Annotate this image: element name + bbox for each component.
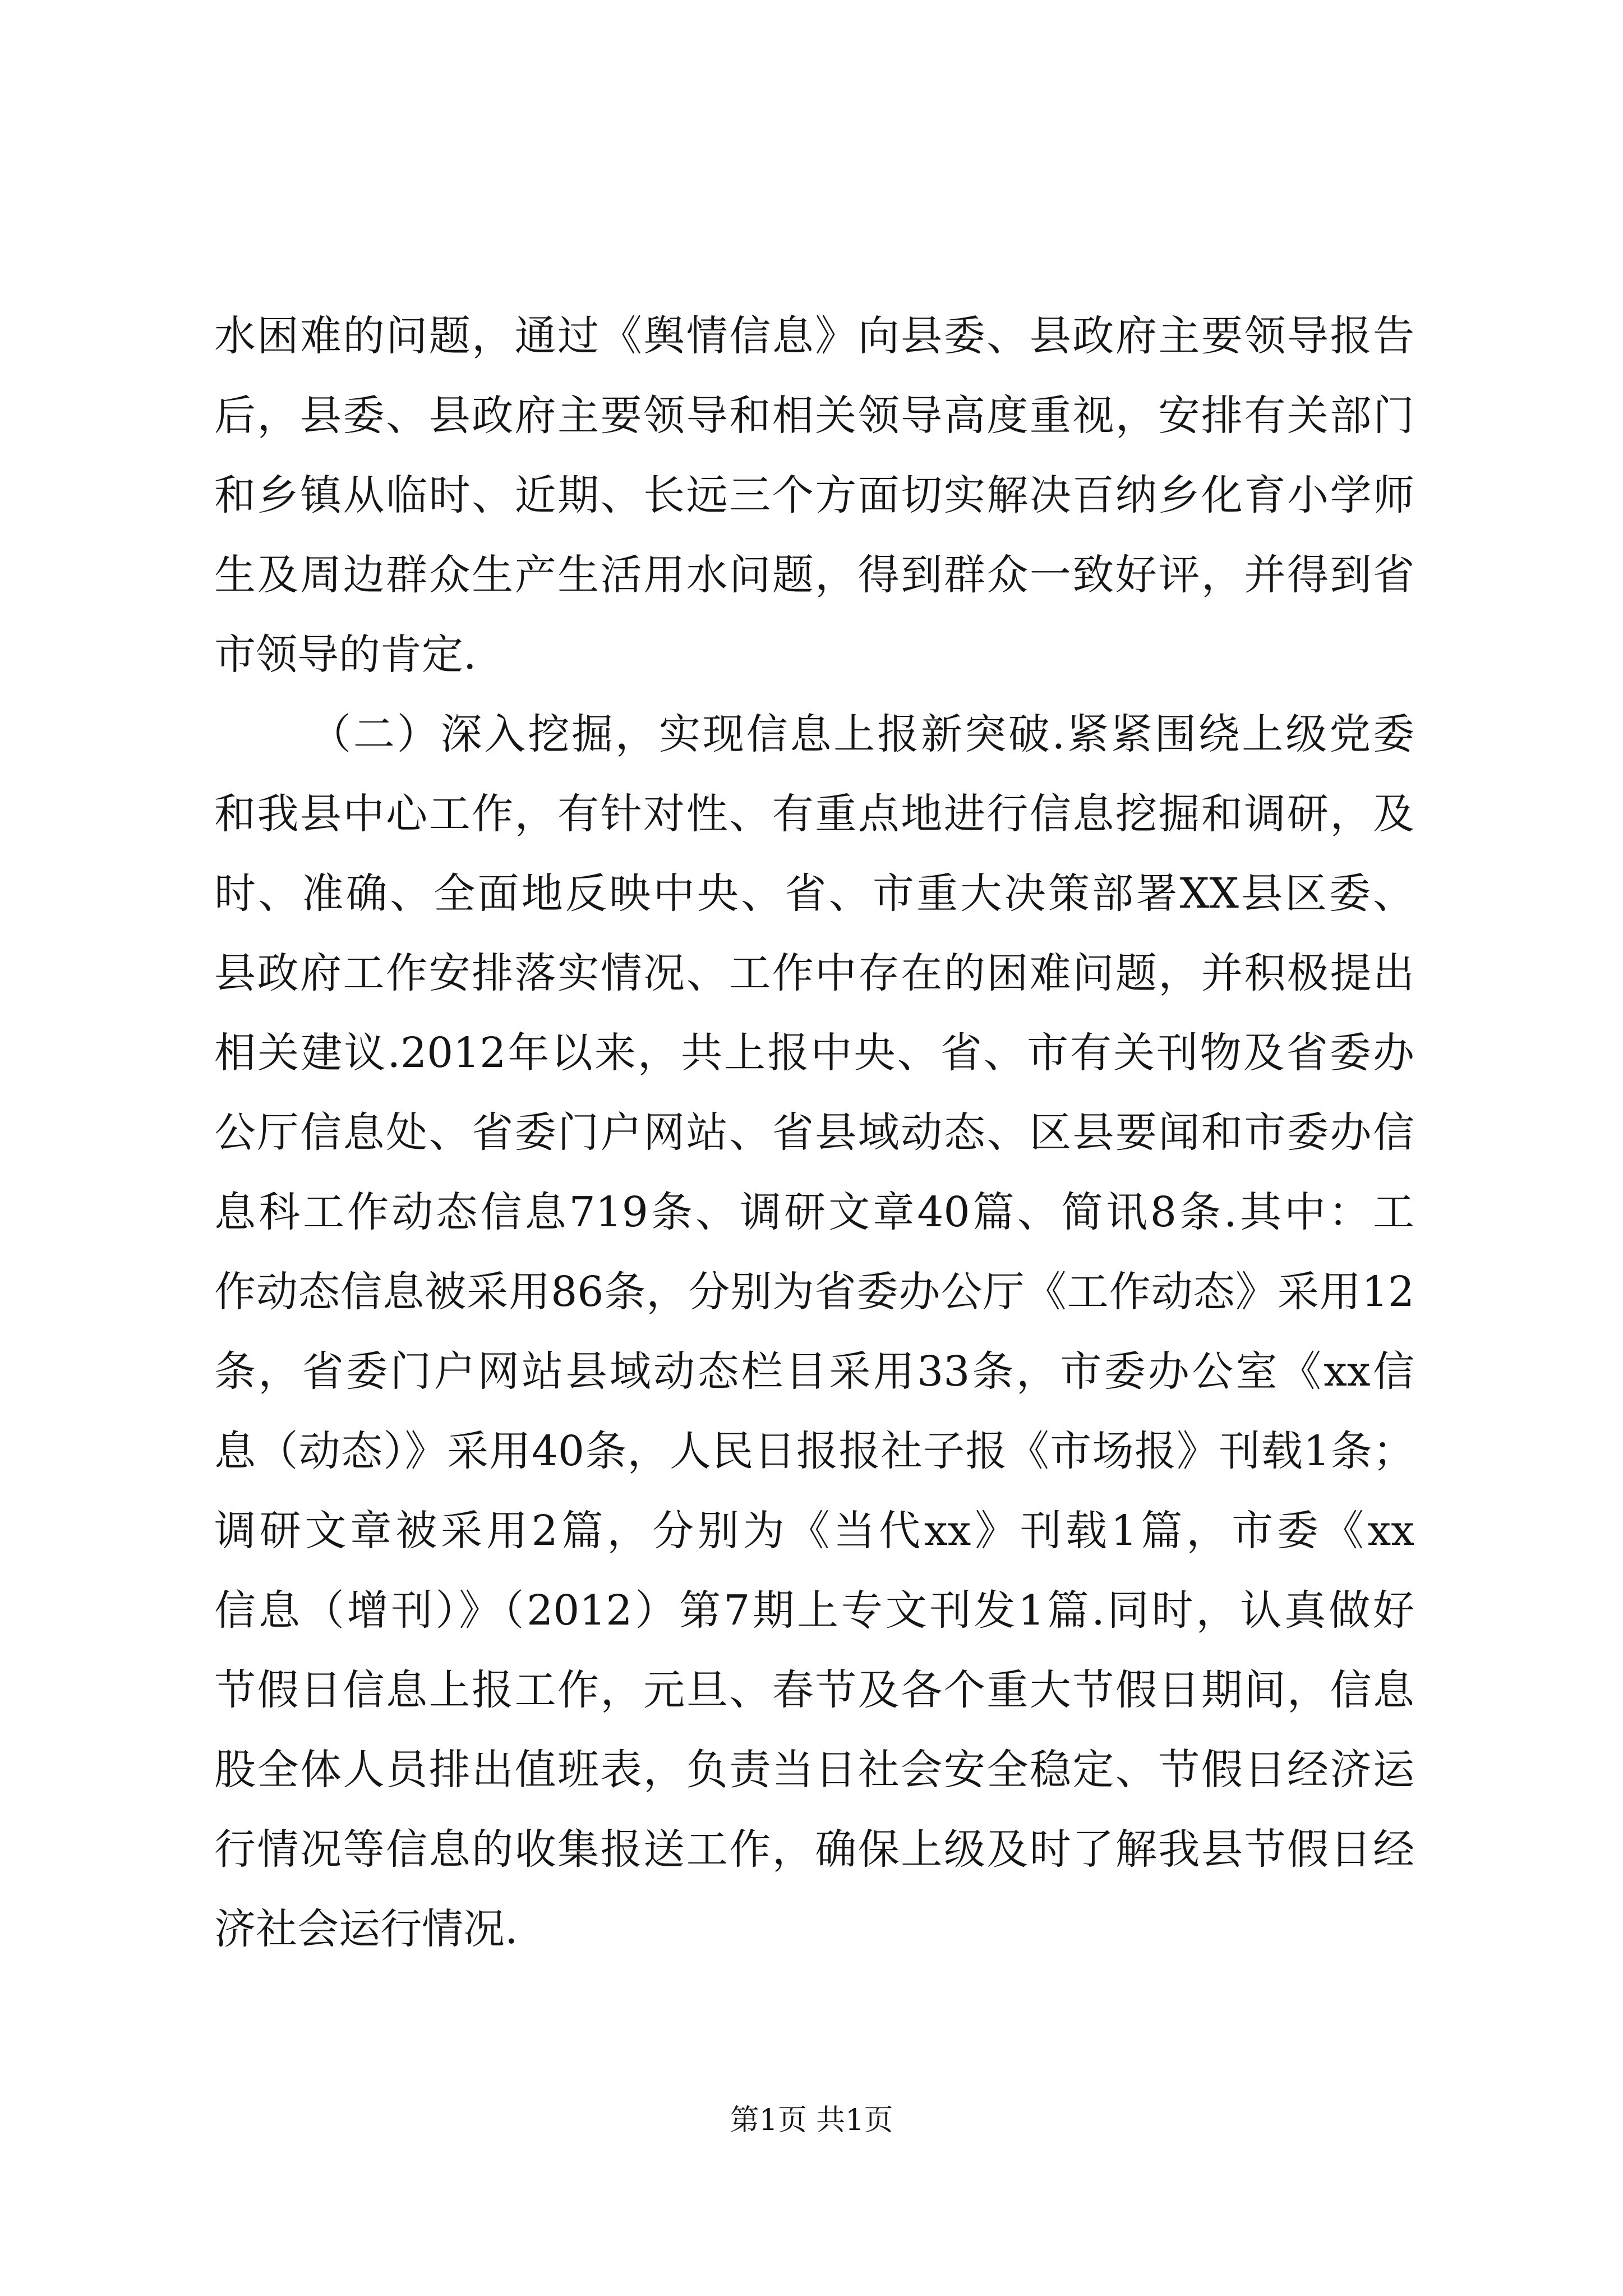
text-line: 时、准确、全面地反映中央、省、市重大决策部署XX县区委、 bbox=[214, 869, 1414, 918]
text-line: 行情况等信息的收集报送工作，确保上级及时了解我县节假日经 bbox=[214, 1825, 1414, 1874]
text-line: 股全体人员排出值班表，负责当日社会安全稳定、节假日经济运 bbox=[214, 1746, 1414, 1794]
text-line: 县政府工作安排落实情况、工作中存在的困难问题，并积极提出 bbox=[214, 949, 1414, 997]
text-line: 条，省委门户网站县域动态栏目采用33条，市委办公室《xx信 bbox=[214, 1347, 1414, 1396]
text-line: 市领导的肯定. bbox=[214, 631, 477, 679]
text-line: 节假日信息上报工作，元旦、春节及各个重大节假日期间，信息 bbox=[214, 1666, 1414, 1714]
text-line: 公厅信息处、省委门户网站、省县域动态、区县要闻和市委办信 bbox=[214, 1108, 1414, 1157]
text-line: 调研文章被采用2篇，分别为《当代xx》刊载1篇，市委《xx bbox=[214, 1507, 1414, 1555]
text-line: 相关建议.2012年以来，共上报中央、省、市有关刊物及省委办 bbox=[214, 1029, 1414, 1077]
body-text bbox=[214, 296, 1414, 1969]
text-line: 作动态信息被采用86条，分别为省委办公厅《工作动态》采用12 bbox=[214, 1268, 1414, 1316]
page-footer: 第1页 共1页 bbox=[730, 2104, 893, 2137]
text-line: 和我县中心工作，有针对性、有重点地进行信息挖掘和调研，及 bbox=[214, 790, 1414, 838]
text-line: 息（动态）》采用40条，人民日报报社子报《市场报》刊载1条； bbox=[214, 1427, 1414, 1475]
text-line: 和乡镇从临时、近期、长远三个方面切实解决百纳乡化育小学师 bbox=[214, 471, 1414, 519]
section-heading-line: （二）深入挖掘，实现信息上报新突破.紧紧围绕上级党委 bbox=[310, 710, 1414, 758]
text-line: 后，县委、县政府主要领导和相关领导高度重视，安排有关部门 bbox=[214, 392, 1414, 440]
text-line: 息科工作动态信息719条、调研文章40篇、简讯8条.其中：工 bbox=[214, 1188, 1414, 1236]
text-line: 信息（增刊）》（2012）第7期上专文刊发1篇.同时，认真做好 bbox=[214, 1586, 1414, 1635]
text-line: 水困难的问题，通过《舆情信息》向县委、县政府主要领导报告 bbox=[214, 312, 1414, 360]
text-line: 济社会运行情况. bbox=[214, 1905, 518, 1953]
text-line: 生及周边群众生产生活用水问题，得到群众一致好评，并得到省 bbox=[214, 551, 1414, 599]
